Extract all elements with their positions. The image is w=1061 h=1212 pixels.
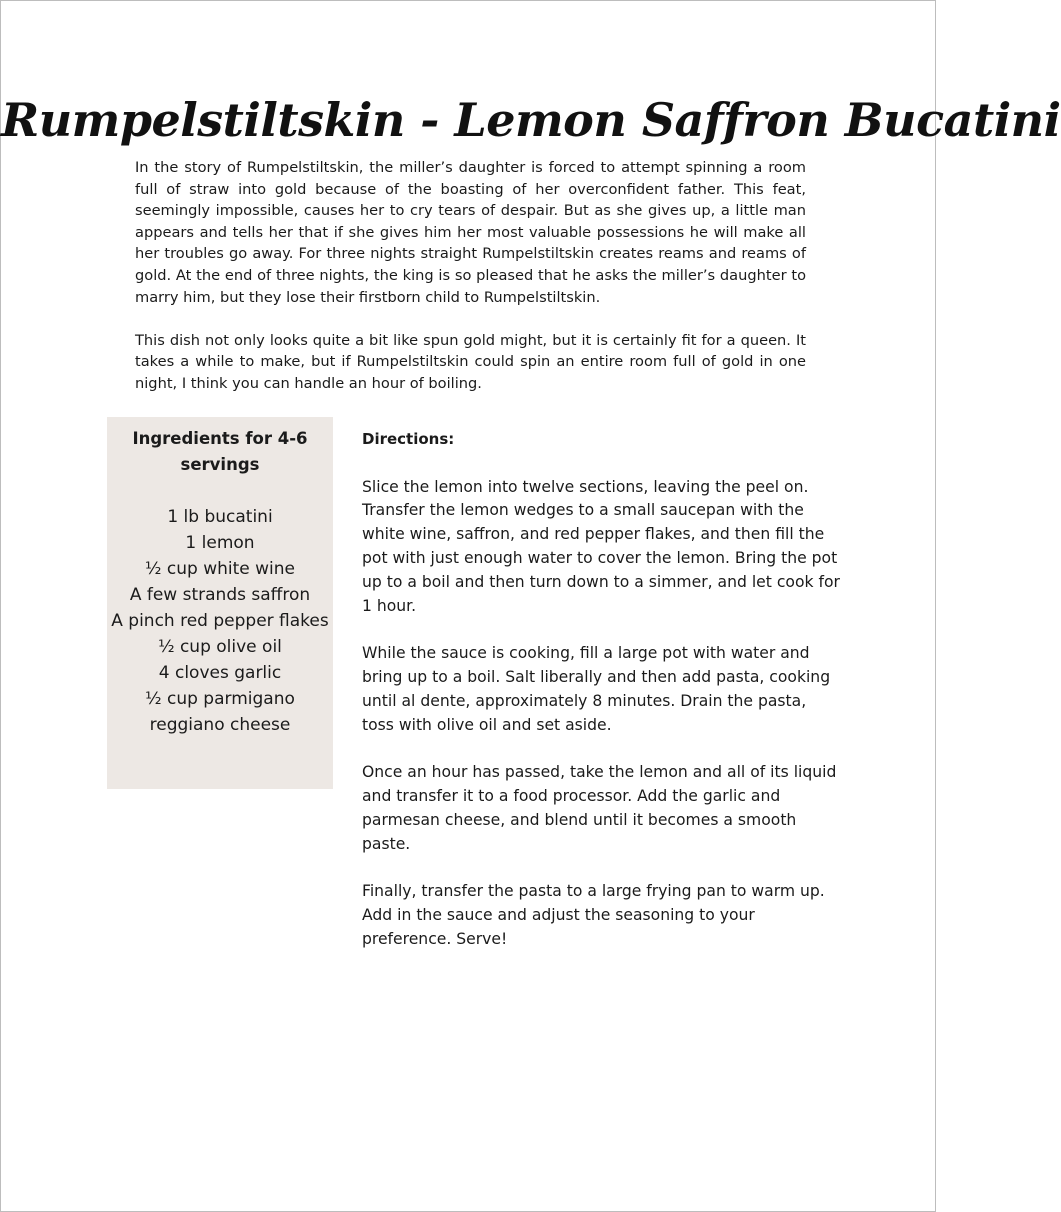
directions-section <box>362 428 840 975</box>
recipe-title: Rumpelstiltskin - Lemon Saffron Bucatini <box>1 92 1061 147</box>
ingredient-item: ½ cup olive oil <box>158 637 282 657</box>
ingredient-item: A pinch red pepper flakes <box>111 611 329 631</box>
intro-paragraph: This dish not only looks quite a bit like spun gold might, but it is certainly fit for a queen. It takes a while to make, but if Rumpelstiltskin could spin an entire room full of gold in one night, I think you can handle an hour of boiling. <box>135 331 806 392</box>
intro-paragraph: In the story of Rumpelstiltskin, the miller’s daughter is forced to attempt spinning a room full of straw into gold because of the boasting of her overconfident father. This feat, seemingly impossible, causes her to cry tears of despair. But as she gives up, a little man appears and tells her that if she gives him her most valuable possessions he will make all her troubles go away. For three nights straight Rumpelstiltskin creates reams and reams of gold. At the end of three nights, the king is so pleased that he asks the miller’s daughter to marry him, but they lose their firstborn child to Rumpelstiltskin. <box>135 159 806 306</box>
ingredient-item: 1 lemon <box>185 533 255 553</box>
ingredient-item: ½ cup parmigano reggiano cheese <box>145 689 295 735</box>
intro-section <box>135 157 806 416</box>
ingredient-item: 4 cloves garlic <box>158 663 282 683</box>
ingredients-heading: Ingredients for 4-6 servings <box>132 429 308 474</box>
direction-step: Slice the lemon into twelve sections, leaving the peel on. Transfer the lemon wedges to a small saucepan with the white wine, saffron, and red pepper flakes, and then fill the pot with just enough water to cover the lemon. Bring the pot up to a boil and then turn down to a simmer, and let cook for 1 hour. <box>362 477 840 615</box>
ingredient-item: A few strands saffron <box>129 585 311 605</box>
ingredients-list <box>111 504 329 738</box>
directions-heading: Directions: <box>362 430 455 448</box>
ingredient-item: 1 lb bucatini <box>167 507 273 527</box>
direction-step: While the sauce is cooking, fill a large pot with water and bring up to a boil. Salt liberally and then add pasta, cooking until al dente, approximately 8 minutes. Drain the pasta, toss with olive oil and set aside. <box>362 644 831 734</box>
direction-step: Finally, transfer the pasta to a large frying pan to warm up. Add in the sauce and adjust the seasoning to your preference. Serve! <box>362 882 825 948</box>
direction-step: Once an hour has passed, take the lemon and all of its liquid and transfer it to a food processor. Add the garlic and parmesan cheese, and blend until it becomes a smooth paste. <box>362 763 837 853</box>
ingredients-box <box>107 417 333 789</box>
ingredient-item: ½ cup white wine <box>145 559 295 579</box>
